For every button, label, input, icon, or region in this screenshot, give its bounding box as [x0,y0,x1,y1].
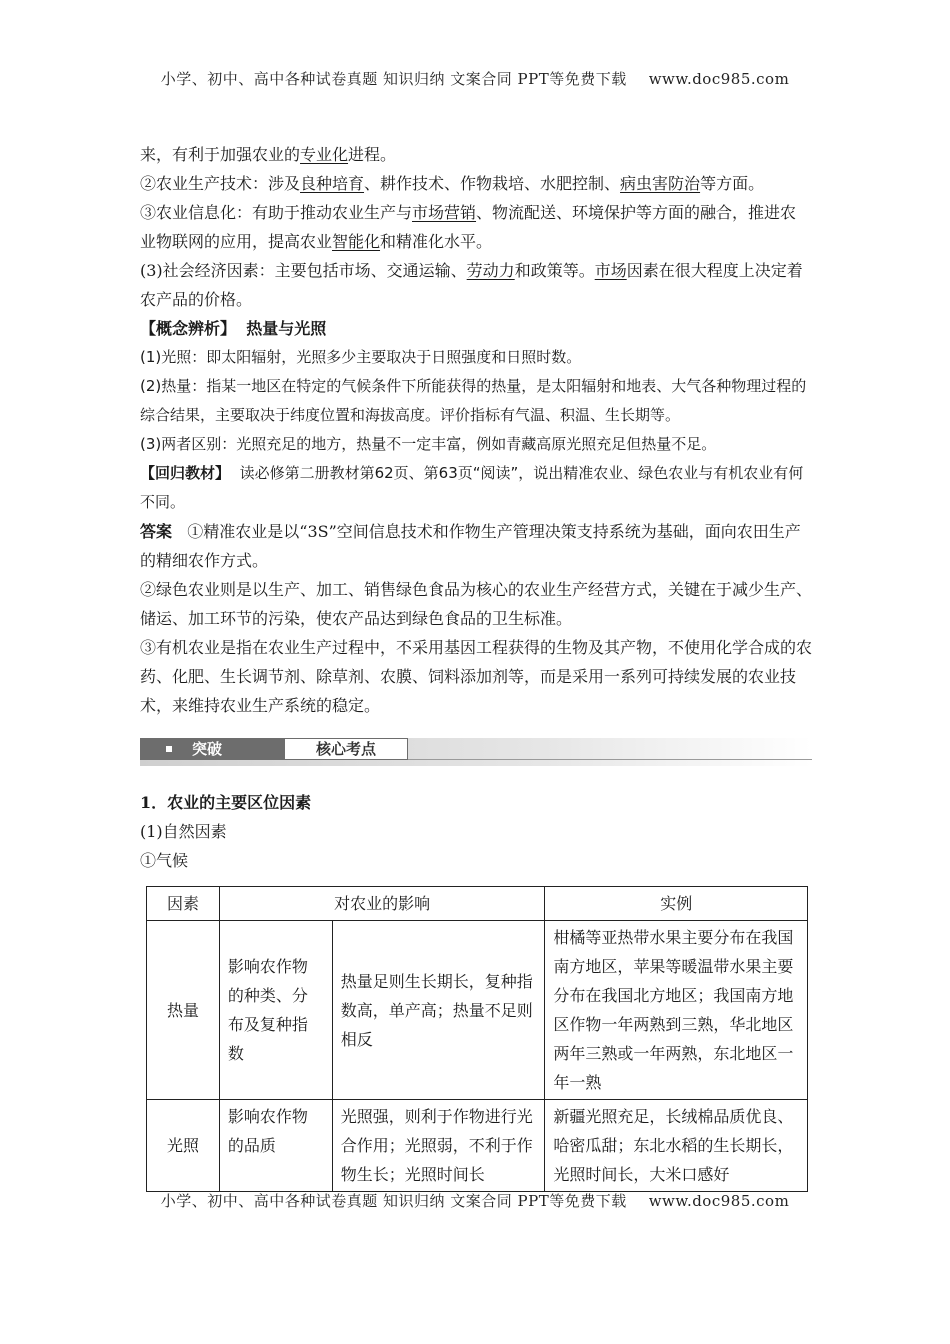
textbook-text: 读必修第二册教材第62页、第63页“阅读”，说出精准农业、绿色农业与有机农业有何不同。 [140,464,804,511]
section-subheading: (1)自然因素 [140,822,227,841]
text-fragment: 、物流配送、环境保护等方面的融合，推进农业物联网的应用，提高农业 [140,203,797,251]
text-fragment: (3)社会经济因素：主要包括市场、交通运输、 [140,261,467,280]
text-fragment: 和精准化水平。 [380,232,493,251]
textbook-title: 【回归教材】 [140,464,231,482]
answer-item: ③有机农业是指在农业生产过程中，不采用基因工程获得的生物及其产物，不使用化学合成的农药、化肥、生长调节剂、除草剂、农膜、饲料添加剂等，而是采用一系列可持续发展的农业技术，来维持农业生产系统的稳定。 [140,638,813,715]
table-cell-effect-detail: 光照强，则利于作物进行光合作用；光照弱，不利于作物生长；光照时间长 [332,1100,545,1192]
table-row [147,921,808,1100]
concept-item: (3)两者区别：光照充足的地方，热量不一定丰富，例如青藏高原光照充足但热量不足。 [140,435,717,453]
text-fragment: 和政策等。 [514,261,595,280]
section-banner [140,738,812,766]
footer-text: 小学、初中、高中各种试卷真题 知识归纳 文案合同 PPT等免费下载 [160,1192,627,1210]
table-cell-example: 新疆光照充足，长绒棉品质优良、哈密瓜甜；东北水稻的生长期长，光照时间长，大米口感好 [545,1100,808,1192]
paragraph-informatization [140,198,812,256]
concept-item: (2)热量：指某一地区在特定的气候条件下所能获得的热量，是太阳辐射和地表、大气各种物理过程的综合结果，主要取决于纬度位置和海拔高度。评价指标有气温、积温、生长期等。 [140,377,807,424]
section-heading: 1．农业的主要区位因素 [140,793,312,812]
concept-item: (1)光照：即太阳辐射，光照多少主要取决于日照强度和日照时数。 [140,348,582,366]
table-cell-effect: 影响农作物的种类、分布及复种指数 [219,921,332,1100]
section-subheading: ①气候 [140,851,189,870]
table-header-cell: 实例 [545,887,808,921]
answer-label: 答案 [140,522,173,541]
page-footer [0,1190,950,1211]
table-header-cell: 因素 [147,887,220,921]
concept-heading [140,314,812,343]
answer-item [140,517,812,575]
table-row [147,1100,808,1192]
text-fragment: 来，有利于加强农业的 [140,145,301,164]
textbook-prompt [140,459,812,517]
answer-text: ①精准农业是以“3S”空间信息技术和作物生产管理决策支持系统为基础，面向农田生产的精细农作方式。 [140,522,801,570]
underlined-term: 良种培育 [300,174,365,193]
text-fragment: 进程。 [348,145,397,164]
text-fragment: 等方面。 [700,174,765,193]
table-cell-factor: 热量 [147,921,220,1100]
text-fragment: ③农业信息化：有助于推动农业生产与 [140,203,413,222]
page-header [0,68,950,89]
header-text: 小学、初中、高中各种试卷真题 知识归纳 文案合同 PPT等免费下载 [160,70,627,88]
underlined-term: 病虫害防治 [620,174,701,193]
underlined-term: 市场营销 [412,203,477,222]
footer-site: www.doc985.com [648,1192,790,1210]
paragraph-socioeconomic [140,256,812,314]
text-fragment: 因素在很大程度上决定着农产品的价格。 [140,261,803,309]
underlined-term: 智能化 [332,232,381,251]
table-header-row [147,887,808,921]
underlined-term: 市场 [594,261,627,280]
table-cell-effect: 影响农作物的品质 [219,1100,332,1192]
header-site: www.doc985.com [648,70,790,88]
table-cell-factor: 光照 [147,1100,220,1192]
table-header-cell: 对农业的影响 [219,887,545,921]
table-cell-example: 柑橘等亚热带水果主要分布在我国南方地区，苹果等暖温带水果主要分布在我国北方地区；我国南方地区作物一年两熟到三熟，华北地区两年三熟或一年两熟，东北地区一年一熟 [545,921,808,1100]
paragraph-production-tech [140,169,812,198]
concept-subtitle: 热量与光照 [246,319,327,338]
banner-rule [408,759,812,760]
text-fragment: 、耕作技术、作物栽培、水肥控制、 [364,174,621,193]
paragraph-specialization [140,140,812,169]
concept-title: 【概念辨析】 [140,319,237,338]
text-fragment: ②农业生产技术：涉及 [140,174,301,193]
main-content [140,140,812,875]
climate-table [146,886,808,1192]
answer-item: ②绿色农业则是以生产、加工、销售绿色食品为核心的农业生产经营方式，关键在于减少生产、储运、加工环节的污染，使农产品达到绿色食品的卫生标准。 [140,580,813,628]
banner-left: 突破 [140,738,284,760]
banner-right: 核心考点 [284,738,408,760]
table-cell-effect-detail: 热量足则生长期长，复种指数高，单产高；热量不足则相反 [332,921,545,1100]
underlined-term: 专业化 [300,145,349,164]
underlined-term: 劳动力 [466,261,515,280]
